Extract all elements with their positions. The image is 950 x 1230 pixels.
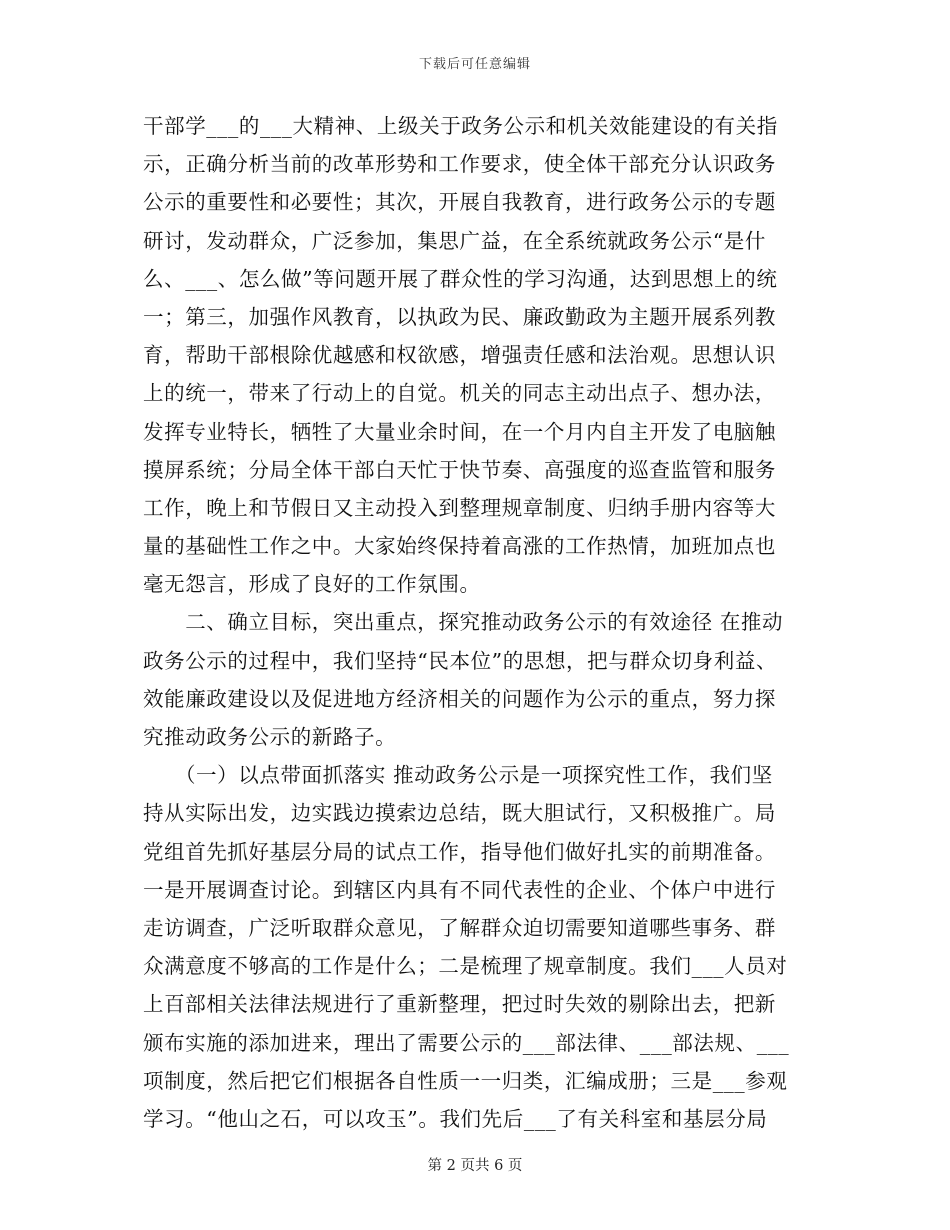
text-line: 众满意度不够高的工作是什么；二是梳理了规章制度。我们___人员对	[143, 954, 788, 979]
text-line: 么、___、怎么做”等问题开展了群众性的学习沟通，达到思想上的统	[143, 266, 778, 291]
text-line: 党组首先抓好基层分局的试点工作，指导他们做好扎实的前期准备。	[143, 839, 776, 864]
text-line: 颁布实施的添加进来，理出了需要公示的___部法律、___部法规、___	[143, 1030, 790, 1055]
section-heading-line: 二、确立目标，突出重点，探究推动政务公示的有效途径 在推动	[143, 610, 784, 635]
document-body	[143, 107, 808, 1138]
text-line: 量的基础性工作之中。大家始终保持着高涨的工作热情，加班加点也	[143, 534, 776, 559]
subsection-heading-line: （一）以点带面抓落实 推动政务公示是一项探究性工作，我们坚	[143, 763, 773, 788]
text-line: 育，帮助干部根除优越感和权欲感，增强责任感和法治观。思想认识	[143, 343, 776, 368]
text-line: 公示的重要性和必要性；其次，开展自我教育，进行政务公示的专题	[143, 190, 776, 215]
text-line: 效能廉政建设以及促进地方经济相关的问题作为公示的重点，努力探	[143, 686, 776, 711]
text-line: 毫无怨言，形成了良好的工作氛围。	[143, 572, 481, 597]
text-line: 究推动政务公示的新路子。	[143, 725, 397, 749]
text-line: 干部学___的___大精神、上级关于政务公示和机关效能建设的有关指	[143, 114, 778, 138]
text-line: 示，正确分析当前的改革形势和工作要求，使全体干部充分认识政务	[143, 152, 776, 177]
page-number: 第 2 页共 6 页	[427, 1158, 523, 1174]
text-line: 学习。“他山之石，可以攻玉”。我们先后___了有关科室和基层分局	[143, 1106, 768, 1131]
text-line: 上的统一，带来了行动上的自觉。机关的同志主动出点子、想办法，	[143, 381, 776, 406]
text-line: 上百部相关法律法规进行了重新整理，把过时失效的剔除出去，把新	[143, 992, 776, 1017]
text-line: 研讨，发动群众，广泛参加，集思广益，在全系统就政务公示“是什	[143, 228, 766, 253]
text-line: 持从实际出发，边实践边摸索边总结，既大胆试行，又积极推广。局	[143, 801, 776, 826]
text-line: 工作，晚上和节假日又主动投入到整理规章制度、归纳手册内容等大	[143, 495, 776, 520]
text-line: 政务公示的过程中，我们坚持“民本位”的思想，把与群众切身利益、	[143, 648, 778, 673]
text-line: 一是开展调查讨论。到辖区内具有不同代表性的企业、个体户中进行	[143, 877, 776, 902]
text-line: 走访调查，广泛听取群众意见，了解群众迫切需要知道哪些事务、群	[143, 915, 776, 940]
text-line: 摸屏系统；分局全体干部白天忙于快节奏、高强度的巡查监管和服务	[143, 457, 776, 482]
text-line: 项制度，然后把它们根据各自性质一一归类，汇编成册；三是___参观	[143, 1068, 788, 1093]
page-header: 下载后可任意编辑	[418, 57, 531, 72]
text-line: 发挥专业特长，牺牲了大量业余时间，在一个月内自主开发了电脑触	[143, 419, 776, 444]
text-line: 一；第三，加强作风教育，以执政为民、廉政勤政为主题开展系列教	[143, 304, 776, 329]
